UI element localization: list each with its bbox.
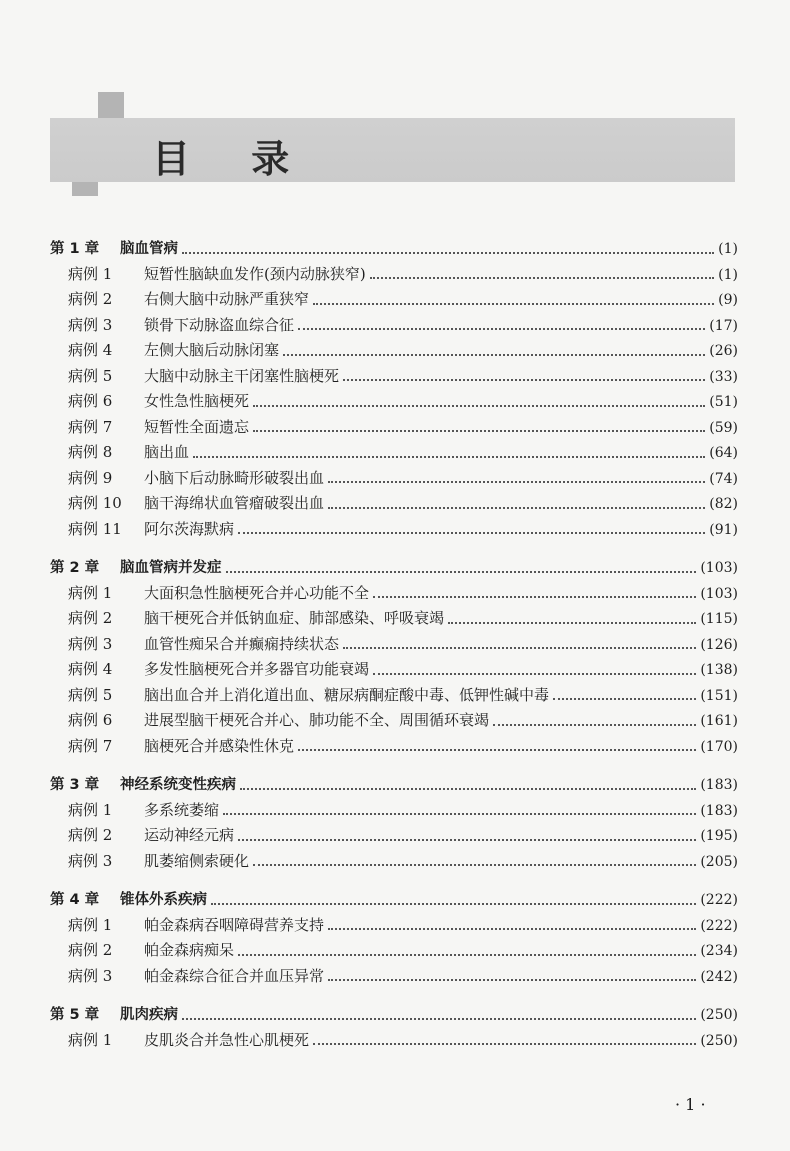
chapter-number: 第 1 章 xyxy=(50,241,100,257)
case-title: 女性急性脑梗死 xyxy=(144,392,250,410)
case-title: 短暂性全面遗忘 xyxy=(144,417,250,436)
chapter-title: 肌肉疾病 xyxy=(120,1007,178,1023)
case-number: 病例 9 xyxy=(68,468,113,487)
dot-leader xyxy=(313,303,714,305)
page-ref: (205) xyxy=(700,853,738,870)
dot-leader xyxy=(283,354,705,356)
dot-leader xyxy=(328,928,696,930)
case-number: 病例 1 xyxy=(68,1030,113,1049)
case-number: 病例 1 xyxy=(68,583,113,602)
dot-leader xyxy=(493,724,696,726)
dot-leader xyxy=(448,622,696,624)
case-number: 病例 7 xyxy=(68,417,113,436)
case-title: 阿尔茨海默病 xyxy=(144,519,235,538)
case-number: 病例 2 xyxy=(68,609,113,627)
toc-case-entry[interactable] xyxy=(50,1029,738,1055)
toc-case-entry[interactable] xyxy=(50,314,738,340)
page-ref: (26) xyxy=(709,343,738,359)
case-number: 病例 1 xyxy=(68,264,113,283)
toc-chapter-entry[interactable] xyxy=(50,773,738,799)
case-number: 病例 6 xyxy=(68,711,113,729)
toc-case-entry[interactable] xyxy=(50,492,738,518)
case-title: 右侧大脑中动脉严重狭窄 xyxy=(144,290,310,308)
toc-case-entry[interactable] xyxy=(50,824,738,850)
case-number: 病例 3 xyxy=(68,634,113,653)
toc-chapter-entry[interactable] xyxy=(50,888,738,914)
dot-leader xyxy=(253,864,696,866)
dot-leader xyxy=(193,456,705,458)
dot-leader xyxy=(238,954,696,956)
dot-leader xyxy=(240,788,696,790)
case-title: 进展型脑干梗死合并心、肺功能不全、周围循环衰竭 xyxy=(144,711,490,729)
case-title: 多系统萎缩 xyxy=(144,800,220,819)
page-ref: (183) xyxy=(700,802,738,819)
toc-case-entry[interactable] xyxy=(50,633,738,659)
case-number: 病例 3 xyxy=(68,851,113,870)
dot-leader xyxy=(343,647,696,649)
chapter-number: 第 4 章 xyxy=(50,892,100,908)
case-title: 脑梗死合并感染性休克 xyxy=(144,736,295,755)
case-number: 病例 1 xyxy=(68,915,113,934)
page-ref: (138) xyxy=(700,662,738,678)
case-title: 左侧大脑后动脉闭塞 xyxy=(144,341,280,359)
dot-leader xyxy=(182,1018,696,1020)
dot-leader xyxy=(298,749,696,751)
case-title: 多发性脑梗死合并多器官功能衰竭 xyxy=(144,660,370,678)
case-number: 病例 4 xyxy=(68,660,113,678)
page-ref: (17) xyxy=(709,317,738,334)
page-ref: (170) xyxy=(700,738,738,755)
case-title: 脑出血 xyxy=(144,443,190,461)
dot-leader xyxy=(328,507,705,509)
case-title: 肌萎缩侧索硬化 xyxy=(144,851,250,870)
page-ref: (64) xyxy=(709,445,738,461)
dot-leader xyxy=(211,903,696,905)
case-title: 运动神经元病 xyxy=(144,826,235,844)
toc-case-entry[interactable] xyxy=(50,467,738,493)
chapter-spacer xyxy=(50,760,738,773)
case-number: 病例 10 xyxy=(68,494,122,512)
case-title: 皮肌炎合并急性心肌梗死 xyxy=(144,1030,310,1049)
case-number: 病例 8 xyxy=(68,443,113,461)
dot-leader xyxy=(253,405,705,407)
chapter-title: 神经系统变性疾病 xyxy=(120,777,236,793)
toc-case-entry[interactable] xyxy=(50,799,738,825)
page-ref: (250) xyxy=(700,1007,738,1023)
case-title: 帕金森病痴呆 xyxy=(144,941,235,959)
page-ref: (222) xyxy=(700,892,738,908)
chapter-spacer xyxy=(50,990,738,1003)
toc-case-entry[interactable] xyxy=(50,582,738,608)
chapter-number: 第 2 章 xyxy=(50,560,100,576)
page-ref: (222) xyxy=(700,917,738,934)
toc-case-entry[interactable] xyxy=(50,735,738,761)
toc-chapter-entry[interactable] xyxy=(50,237,738,263)
case-title: 短暂性脑缺血发作(颈内动脉狭窄) xyxy=(144,264,366,283)
toc-case-entry[interactable] xyxy=(50,850,738,876)
toc-case-entry[interactable] xyxy=(50,288,738,314)
toc-case-entry[interactable] xyxy=(50,709,738,735)
page-ref: (103) xyxy=(700,585,738,602)
page-ref: (33) xyxy=(709,368,738,385)
toc-case-entry[interactable] xyxy=(50,365,738,391)
dot-leader xyxy=(238,532,705,534)
chapter-title: 脑血管病 xyxy=(120,241,178,257)
case-number: 病例 2 xyxy=(68,290,113,308)
page-ref: (242) xyxy=(700,968,738,985)
chapter-number: 第 5 章 xyxy=(50,1007,100,1023)
chapter-title: 锥体外系疾病 xyxy=(120,892,207,908)
case-title: 血管性痴呆合并癫痫持续状态 xyxy=(144,634,340,653)
page-ref: (1) xyxy=(718,241,738,257)
case-number: 病例 6 xyxy=(68,392,113,410)
case-title: 帕金森综合征合并血压异常 xyxy=(144,966,325,985)
dot-leader xyxy=(238,839,696,841)
chapter-title: 脑血管病并发症 xyxy=(120,560,222,576)
dot-leader xyxy=(373,596,696,598)
dot-leader xyxy=(298,328,705,330)
toc-case-entry[interactable] xyxy=(50,965,738,991)
page-ref: (82) xyxy=(709,496,738,512)
page-ref: (9) xyxy=(718,292,738,308)
toc-case-entry[interactable] xyxy=(50,914,738,940)
dot-leader xyxy=(553,698,696,700)
page-ref: (126) xyxy=(700,636,738,653)
dot-leader xyxy=(223,813,696,815)
decor-square xyxy=(98,92,124,118)
page-ref: (91) xyxy=(709,521,738,538)
case-number: 病例 3 xyxy=(68,315,113,334)
toc-case-entry[interactable] xyxy=(50,441,738,467)
case-title: 脑出血合并上消化道出血、糖尿病酮症酸中毒、低钾性碱中毒 xyxy=(144,685,550,704)
page-number: · 1 · xyxy=(675,1095,706,1114)
dot-leader xyxy=(328,979,696,981)
toc-case-entry[interactable] xyxy=(50,684,738,710)
chapter-spacer xyxy=(50,543,738,556)
page-ref: (234) xyxy=(700,943,738,959)
case-number: 病例 2 xyxy=(68,941,113,959)
toc-case-entry[interactable] xyxy=(50,339,738,365)
page-ref: (59) xyxy=(709,419,738,436)
dot-leader xyxy=(313,1043,696,1045)
toc-case-entry[interactable] xyxy=(50,607,738,633)
chapter-number: 第 3 章 xyxy=(50,777,100,793)
case-title: 小脑下后动脉畸形破裂出血 xyxy=(144,468,325,487)
page-ref: (195) xyxy=(700,828,738,844)
case-number: 病例 5 xyxy=(68,685,113,704)
toc-case-entry[interactable] xyxy=(50,939,738,965)
toc-case-entry[interactable] xyxy=(50,658,738,684)
toc-chapter-entry[interactable] xyxy=(50,556,738,582)
dot-leader xyxy=(328,481,705,483)
case-title: 大脑中动脉主干闭塞性脑梗死 xyxy=(144,366,340,385)
page-ref: (103) xyxy=(700,560,738,576)
page-ref: (74) xyxy=(709,470,738,487)
dot-leader xyxy=(373,673,696,675)
page-ref: (1) xyxy=(718,266,738,283)
toc-case-entry[interactable] xyxy=(50,390,738,416)
toc-case-entry[interactable] xyxy=(50,416,738,442)
case-number: 病例 2 xyxy=(68,826,113,844)
page-ref: (161) xyxy=(700,713,738,729)
page-ref: (183) xyxy=(700,777,738,793)
case-number: 病例 4 xyxy=(68,341,113,359)
page-ref: (115) xyxy=(700,611,738,627)
case-title: 脑干梗死合并低钠血症、肺部感染、呼吸衰竭 xyxy=(144,609,445,627)
dot-leader xyxy=(226,571,697,573)
table-of-contents xyxy=(50,237,738,1054)
case-number: 病例 3 xyxy=(68,966,113,985)
case-title: 锁骨下动脉盗血综合征 xyxy=(144,315,295,334)
dot-leader xyxy=(370,277,714,279)
case-number: 病例 11 xyxy=(68,519,122,538)
page-ref: (51) xyxy=(709,394,738,410)
chapter-spacer xyxy=(50,875,738,888)
dot-leader xyxy=(343,379,705,381)
page-ref: (250) xyxy=(700,1032,738,1049)
case-title: 帕金森病吞咽障碍营养支持 xyxy=(144,915,325,934)
dot-leader xyxy=(253,430,705,432)
toc-case-entry[interactable] xyxy=(50,263,738,289)
page-ref: (151) xyxy=(700,687,738,704)
page-title: 目 录 xyxy=(152,137,314,181)
case-title: 脑干海绵状血管瘤破裂出血 xyxy=(144,494,325,512)
toc-chapter-entry[interactable] xyxy=(50,1003,738,1029)
toc-case-entry[interactable] xyxy=(50,518,738,544)
case-number: 病例 1 xyxy=(68,800,113,819)
case-number: 病例 5 xyxy=(68,366,113,385)
case-number: 病例 7 xyxy=(68,736,113,755)
dot-leader xyxy=(182,252,714,254)
case-title: 大面积急性脑梗死合并心功能不全 xyxy=(144,583,370,602)
